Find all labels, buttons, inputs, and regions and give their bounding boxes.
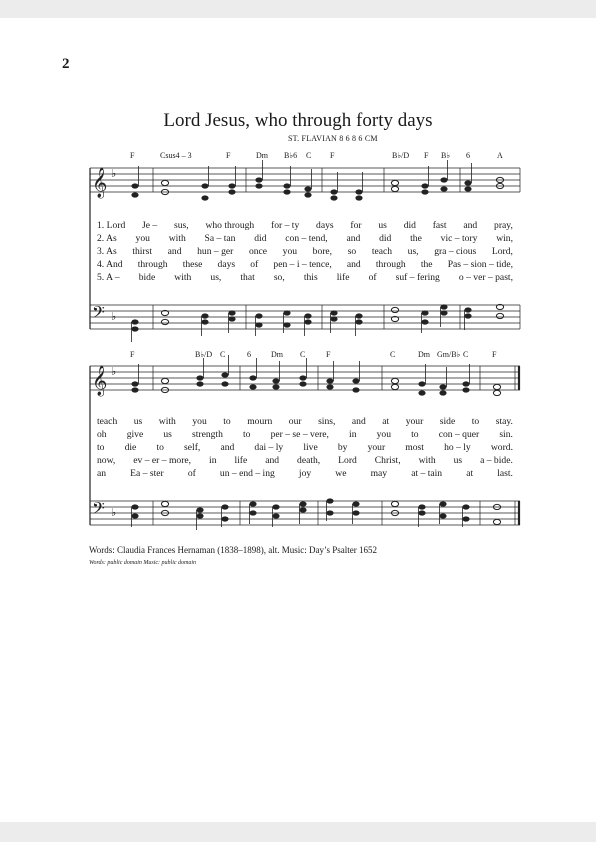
svg-text:♭: ♭ — [111, 365, 117, 378]
verse-line — [97, 468, 513, 479]
lyric-word: side — [439, 416, 456, 427]
chord: Dm — [271, 350, 283, 359]
lyric-word: at — [466, 468, 474, 479]
lyric-word: once — [248, 246, 268, 257]
lyric-word: for — [350, 220, 362, 231]
lyric-word: your — [367, 442, 386, 453]
lyric-word: this — [303, 272, 318, 283]
lyric-word: 3. As — [97, 246, 117, 257]
lyric-word: days — [316, 220, 334, 231]
lyric-word: and — [346, 233, 361, 244]
verse-line — [97, 429, 513, 440]
lyric-word: for – ty — [271, 220, 300, 231]
lyric-word: self, — [184, 442, 201, 453]
verse-line — [97, 246, 513, 257]
lyric-word: word. — [490, 442, 513, 453]
lyric-word: and — [351, 416, 366, 427]
lyric-word: your — [405, 416, 424, 427]
lyric-word: of — [187, 468, 196, 479]
lyric-word: through — [375, 259, 406, 270]
lyric-word: our — [288, 416, 302, 427]
lyric-word: die — [124, 442, 137, 453]
lyric-word: dai – ly — [254, 442, 284, 453]
chord: F — [130, 151, 135, 160]
lyric-word: the — [410, 233, 422, 244]
verse-line — [97, 442, 513, 453]
lyric-word: an — [97, 468, 107, 479]
lyric-word: ev – er – more, — [133, 455, 192, 466]
lyric-word: at – tain — [411, 468, 443, 479]
lyric-word: in — [209, 455, 217, 466]
chord: F — [130, 350, 135, 359]
chord: Gm/B♭ — [437, 350, 461, 359]
lyric-word: live — [303, 442, 318, 453]
chord: C — [390, 350, 396, 359]
lyric-word: did — [254, 233, 267, 244]
lyric-word: so — [347, 246, 357, 257]
svg-text:♭: ♭ — [111, 506, 117, 519]
copyright-line: Words: public domain Music: public domain — [89, 560, 197, 566]
lyric-word: most — [405, 442, 424, 453]
lyric-word: 4. And — [97, 259, 123, 270]
lyric-word: bore, — [312, 246, 333, 257]
lyric-word: hun – ger — [197, 246, 234, 257]
chord: C — [220, 350, 226, 359]
chord: 6 — [247, 350, 251, 359]
lyric-word: pen – i – tence, — [273, 259, 332, 270]
lyric-word: thirst — [132, 246, 153, 257]
lyric-word: by — [337, 442, 348, 453]
lyric-word: Christ, — [374, 455, 401, 466]
chord: F — [226, 151, 231, 160]
chord: A — [497, 151, 503, 160]
verse-line — [97, 220, 513, 231]
chord: Dm — [256, 151, 268, 160]
lyric-word: un – end – ing — [219, 468, 275, 479]
lyric-word: life — [234, 455, 248, 466]
chord: F — [326, 350, 331, 359]
lyric-word: win, — [496, 233, 513, 244]
chord: B♭6 — [284, 151, 298, 160]
credits-line: Words: Claudia Frances Hernaman (1838–1898), alt. Music: Day’s Psalter 1652 — [89, 545, 377, 555]
lyric-word: of — [368, 272, 377, 283]
lyric-word: stay. — [495, 416, 513, 427]
chord: B♭/D — [392, 151, 410, 160]
lyric-word: so, — [273, 272, 285, 283]
hymn-title: Lord Jesus, who through forty days — [163, 110, 433, 131]
verse-line — [97, 233, 513, 244]
chord: C — [463, 350, 469, 359]
lyric-word: pray, — [494, 220, 513, 231]
lyric-word: at — [382, 416, 390, 427]
lyric-word: to — [243, 429, 251, 440]
svg-text:𝄞: 𝄞 — [92, 366, 108, 396]
lyric-word: o – ver – past, — [458, 272, 513, 283]
lyric-word: give — [126, 429, 144, 440]
lyric-word: last. — [497, 468, 513, 479]
lyric-word: now, — [97, 455, 116, 466]
lyric-word: you — [376, 429, 392, 440]
chord: B♭ — [441, 151, 451, 160]
lyric-word: the — [420, 259, 433, 270]
lyric-word: death, — [297, 455, 321, 466]
lyric-word: sins, — [318, 416, 336, 427]
lyric-word: Ea – ster — [130, 468, 164, 479]
page-number: 2 — [62, 56, 70, 72]
lyric-word: sin. — [499, 429, 513, 440]
lyric-word: 5. A – — [97, 272, 120, 283]
svg-text:𝄞: 𝄞 — [92, 168, 108, 198]
verse-line — [97, 272, 513, 283]
lyric-word: days — [217, 259, 236, 270]
lyric-word: these — [182, 259, 203, 270]
lyric-word: with — [418, 455, 436, 466]
lyric-word: Pas – sion – tide, — [447, 259, 513, 270]
lyric-word: 1. Lord — [97, 220, 126, 231]
lyric-word: 2. As — [97, 233, 117, 244]
svg-text:♭: ♭ — [111, 167, 117, 180]
lyric-word: and — [346, 259, 361, 270]
lyric-word: of — [250, 259, 259, 270]
lyric-word: ho – ly — [444, 442, 471, 453]
lyric-word: fast — [432, 220, 447, 231]
lyric-word: who through — [205, 220, 255, 231]
lyric-word: mourn — [247, 416, 273, 427]
verse-line — [97, 416, 513, 427]
lyric-word: did — [379, 233, 392, 244]
lyric-word: and — [167, 246, 182, 257]
lyric-word: with — [158, 416, 176, 427]
chord: C — [306, 151, 312, 160]
lyric-word: Je – — [142, 220, 158, 231]
lyric-word: suf – fering — [395, 272, 440, 283]
lyric-word: to — [223, 416, 231, 427]
page-bottom-edge — [0, 822, 596, 842]
lyric-word: us, — [407, 246, 419, 257]
lyric-word: teach — [97, 416, 118, 427]
lyric-word: oh — [97, 429, 107, 440]
chord: B♭/D — [195, 350, 213, 359]
lyric-word: a – bide. — [480, 455, 513, 466]
lyric-word: did — [403, 220, 416, 231]
lyric-word: us, — [210, 272, 222, 283]
lyric-word: to — [411, 429, 419, 440]
lyric-word: joy — [298, 468, 312, 479]
lyric-word: you — [135, 233, 150, 244]
lyric-word: per – se – vere, — [270, 429, 329, 440]
lyric-word: us — [453, 455, 463, 466]
verse-line — [97, 259, 513, 270]
lyric-word: to — [97, 442, 105, 453]
chord: F — [492, 350, 497, 359]
lyric-word: in — [349, 429, 357, 440]
lyric-word: and — [265, 455, 280, 466]
lyric-word: we — [335, 468, 347, 479]
chord: Csus4 – 3 — [160, 151, 192, 160]
lyric-word: you — [192, 416, 207, 427]
chord: 6 — [466, 151, 470, 160]
lyric-word: Lord, — [491, 246, 513, 257]
lyric-word: teach — [371, 246, 393, 257]
lyric-word: sus, — [174, 220, 189, 231]
chord: F — [424, 151, 429, 160]
lyric-word: you — [282, 246, 298, 257]
lyric-word: to — [471, 416, 480, 427]
lyric-word: may — [370, 468, 388, 479]
lyric-word: us — [163, 429, 172, 440]
chord: C — [300, 350, 306, 359]
lyric-word: with — [168, 233, 186, 244]
lyric-word: gra – cious — [434, 246, 477, 257]
lyric-word: and — [220, 442, 235, 453]
tune-name-meter: ST. FLAVIAN 8 6 8 6 CM — [288, 134, 378, 143]
verse-line — [97, 455, 513, 466]
lyric-word: through — [137, 259, 168, 270]
lyric-word: us — [133, 416, 143, 427]
lyric-word: bide — [138, 272, 156, 283]
chord: F — [330, 151, 335, 160]
lyric-word: life — [336, 272, 350, 283]
lyric-word: Lord — [338, 455, 357, 466]
svg-text:♭: ♭ — [111, 310, 117, 323]
lyric-word: to — [156, 442, 164, 453]
lyric-word: vic – tory — [440, 233, 478, 244]
svg-text:𝄢: 𝄢 — [92, 302, 105, 326]
lyric-word: that — [240, 272, 255, 283]
lyric-word: us — [378, 220, 387, 231]
lyric-word: con – quer — [438, 429, 480, 440]
lyric-word: and — [463, 220, 478, 231]
lyric-word: con – tend, — [285, 233, 328, 244]
svg-text:𝄢: 𝄢 — [92, 498, 105, 522]
lyric-word: Sa – tan — [204, 233, 236, 244]
chord: Dm — [418, 350, 430, 359]
lyric-word: strength — [191, 429, 223, 440]
lyric-word: with — [174, 272, 192, 283]
